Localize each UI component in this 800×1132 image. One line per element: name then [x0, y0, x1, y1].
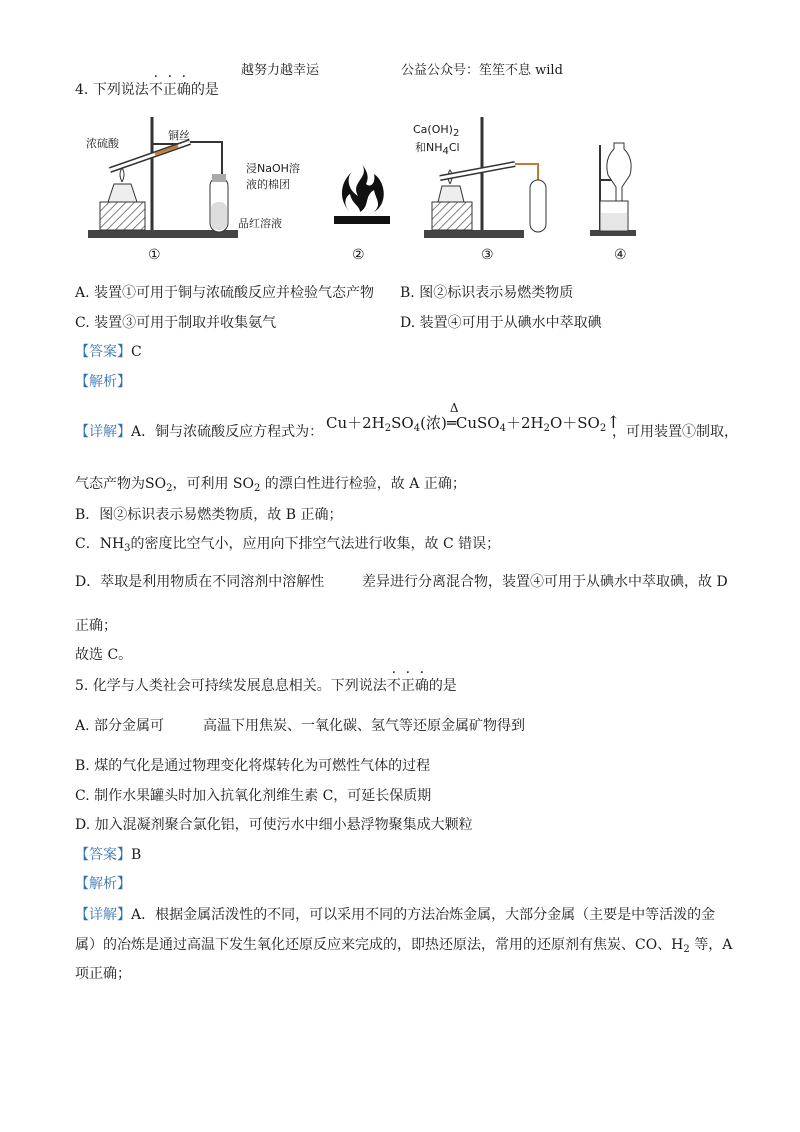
label-copper-wire: 铜丝 [168, 129, 190, 142]
q5-detail-line2: 属）的冶炼是通过高温下发生氧化还原反应来完成的，即热还原法，常用的还原剂有焦炭、CO、$H_2$ 等，A [75, 937, 733, 955]
q5-option-a-2: 高温下用焦炭、一氧化碳、氢气等还原金属矿物得到 [203, 718, 525, 734]
q4-option-c: C. 装置③可用于制取并收集氨气 [75, 315, 277, 331]
q4-answer: 【答案】C [75, 344, 142, 360]
figure-number-4: ④ [614, 247, 627, 263]
header-left: 越努力越幸运 [241, 63, 320, 78]
q4-detail-line5a: D．萃取是利用物质在不同溶剂中溶解性 [75, 574, 325, 590]
label-conc-sulfuric-acid: 浓硫酸 [86, 137, 119, 150]
question-4-stem: 4. 下列说法不正确的是 [75, 82, 219, 98]
label-naoh-2: 液的棉团 [246, 178, 290, 191]
q4-detail-line4: C．$NH_3$的密度比空气小，应用向下排空气法进行收集，故 C 错误； [75, 536, 501, 554]
q5-answer: 【答案】B [75, 847, 142, 863]
q4-detail-line3: B．图②标识表示易燃类物质，故 B 正确； [75, 507, 343, 523]
q4-detail-line2: 气态产物为$SO_2$，可利用 $SO_2$ 的漂白性进行检验，故 A 正确； [75, 476, 466, 494]
q5-option-a-1: A. 部分金属可 [75, 718, 165, 734]
q5-detail-line3: 项正确； [75, 966, 131, 982]
figure-number-2: ② [352, 247, 365, 263]
question-5-stem: 5. 化学与人类社会可持续发展息息相关。下列说法不正确的是 [75, 678, 457, 694]
label-naoh-1: 浸NaOH溶 [246, 162, 300, 175]
flammable-icon [330, 160, 394, 230]
q4-conclusion: 故选 C。 [75, 647, 133, 663]
q5-option-b: B. 煤的气化是通过物理变化将煤转化为可燃性气体的过程 [75, 758, 431, 774]
label-caoh2: $Ca(OH)_2$ [413, 123, 460, 139]
q5-option-c: C. 制作水果罐头时加入抗氧化剂维生素 C，可延长保质期 [75, 788, 432, 804]
q4-option-b: B. 图②标识表示易燃类物质 [400, 285, 574, 301]
q4-option-a: A. 装置①可用于铜与浓硫酸反应并检验气态产物 [75, 285, 375, 301]
q4-detail-a-suffix: ，可用装置①制取， [612, 424, 738, 440]
figure-number-3: ③ [481, 247, 494, 263]
q5-detail-line1: 【详解】A．根据金属活泼性的不同，可以采用不同的方法冶炼金属，大部分金属（主要是中等活泼的金 [75, 907, 716, 923]
chemical-equation: $Cu+2H_2SO_4$(浓) Δ $═CuSO_4+2H_2O+SO_2↑$ [326, 401, 621, 434]
label-pinred-solution: 品红溶液 [238, 217, 282, 230]
q4-detail-line6: 正确； [75, 618, 117, 634]
q5-option-d: D. 加入混凝剂聚合氯化铝，可使污水中细小悬浮物聚集成大颗粒 [75, 817, 473, 833]
q5-analysis-tag: 【解析】 [75, 876, 131, 892]
apparatus-4-figure [590, 135, 650, 240]
label-nh4cl: 和$NH_4Cl$ [415, 141, 460, 157]
figure-number-1: ① [148, 247, 161, 263]
q4-detail-line5b: 差异进行分离混合物，装置④可用于从碘水中萃取碘，故 D [362, 574, 728, 590]
header-right: 公益公众号：笙笙不息 wild [401, 63, 563, 78]
q4-analysis-tag: 【解析】 [75, 374, 131, 390]
q4-option-d: D. 装置④可用于从碘水中萃取碘 [400, 315, 602, 331]
q4-detail-a: 【详解】A．铜与浓硫酸反应方程式为： [75, 424, 324, 440]
